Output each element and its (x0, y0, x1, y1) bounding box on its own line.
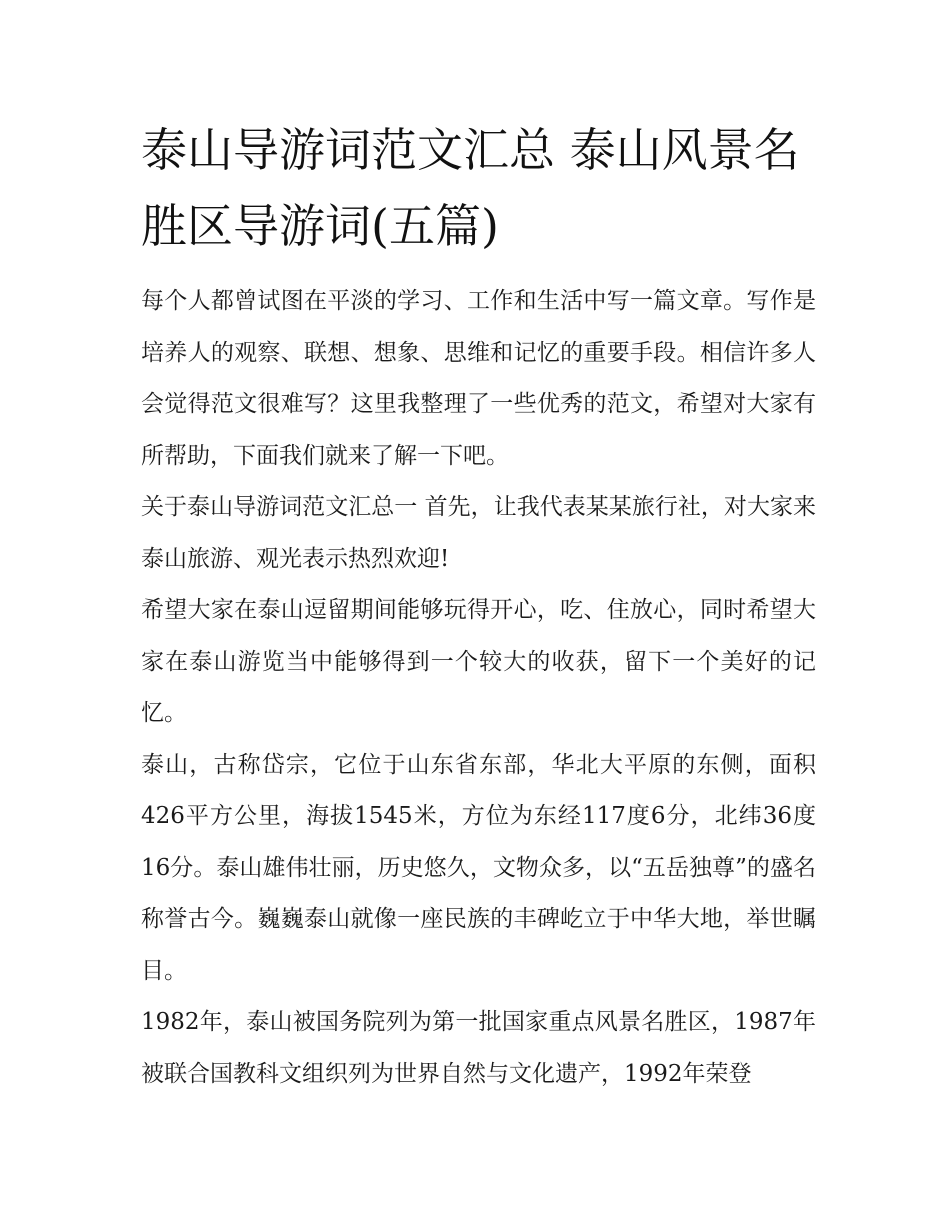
paragraph-welcome: 关于泰山导游词范文汇总一 首先，让我代表某某旅行社，对大家来泰山旅游、观光表示热烈欢迎! (141, 494, 816, 572)
paragraph-history: 1982年，泰山被国务院列为第一批国家重点风景名胜区，1987年被联合国教科文组织列为世界自然与文化遗产，1992年荣登 (141, 1009, 816, 1087)
document-title: 泰山导游词范文汇总 泰山风景名胜区导游词(五篇) (141, 123, 800, 253)
document-body (141, 276, 816, 1100)
paragraph-intro: 每个人都曾试图在平淡的学习、工作和生活中写一篇文章。写作是培养人的观察、联想、想象、思维和记忆的重要手段。相信许多人会觉得范文很难写？这里我整理了一些优秀的范文，希望对大家有所帮助，下面我们就来了解一下吧。 (141, 288, 816, 469)
paragraph-geography: 泰山，古称岱宗，它位于山东省东部，华北大平原的东侧，面积426平方公里，海拔1545米，方位为东经117度6分，北纬36度16分。泰山雄伟壮丽，历史悠久，文物众多，以“五岳独尊”的盛名称誉古今。巍巍泰山就像一座民族的丰碑屹立于中华大地，举世瞩目。 (141, 751, 816, 984)
paragraph-wishes: 希望大家在泰山逗留期间能够玩得开心，吃、住放心，同时希望大家在泰山游览当中能够得到一个较大的收获，留下一个美好的记忆。 (141, 597, 816, 726)
